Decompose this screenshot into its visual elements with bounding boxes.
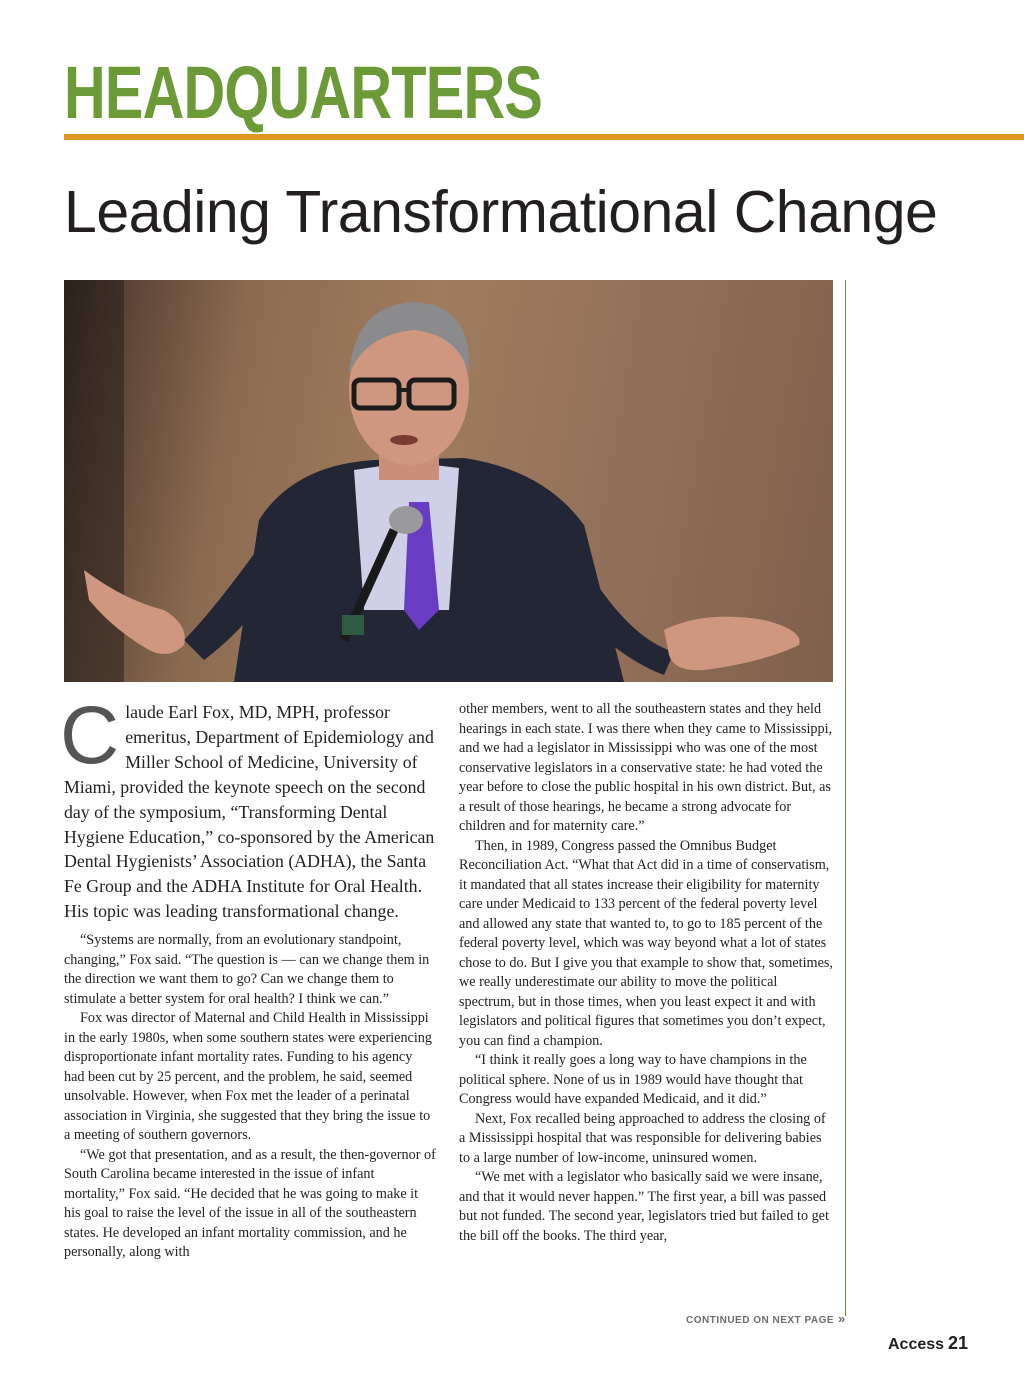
speaker-illustration [64, 280, 833, 682]
left-body [64, 931, 436, 1263]
magazine-name: Access [888, 1336, 945, 1353]
paragraph: Fox was director of Maternal and Child Health in Mississippi in the early 1980s, when some southern states were experiencing disproportionate infant mortality rates. Funding to his agency had been cut by 25 percent, and the problem, he said, seemed unsolvable. However, when Fox met the leader of a perinatal association in Virginia, she suggested that they bring the issue to a meeting of southern governors. [64, 1010, 432, 1144]
left-column [60, 690, 436, 1263]
right-body [459, 700, 835, 1246]
continued-link[interactable] [686, 1311, 846, 1326]
page-number: 21 [948, 1333, 969, 1353]
continued-label: CONTINUED ON NEXT PAGE [686, 1315, 835, 1326]
paragraph: Next, Fox recalled being approached to address the closing of a Mississippi hospital that was responsible for delivering babies to a large number of low-income, uninsured women. [459, 1110, 826, 1166]
lead-text: laude Earl Fox, MD, MPH, professor emeritus, Department of Epidemiology and Miller School of Medicine, University of Miami, provided the keynote speech on the second day of the symposium, “Transforming Dental Hygiene Education,” co-sponsored by the American Dental Hygienists’ Association (ADHA), the Santa Fe Group and the ADHA Institute for Oral Health. His topic was leading transformational change. [64, 702, 435, 922]
paragraph: Then, in 1989, Congress passed the Omnibus Budget Reconciliation Act. “What that Act did in a time of conservatism, it mandated that all states increase their eligibility for maternity care under Medicaid to 133 percent of the federal poverty level and allowed any state that wanted to, to go to 185 percent of the federal poverty level, which was way beyond what a lot of states chose to do. But I give you that example to show that, sometimes, we really underestimate our ability to move the political spectrum, but in those times, when you least expect it and with legislators and political figures that sometimes you don’t expect, you can find a champion. [459, 837, 833, 1049]
article-headline: Leading Transformational Change [64, 179, 938, 245]
paragraph: “Systems are normally, from an evolutionary standpoint, changing,” Fox said. “The question is — can we change them in the direction we want them to go? Can we change them to stimulate a better system for oral health? I think we can.” [64, 932, 430, 1007]
paragraph: “We met with a legislator who basically said we were insane, and that it would never happen.” The first year, a bill was passed but not funded. The second year, legislators tried but failed to get the bill off the books. The third year, [459, 1169, 829, 1244]
article-photo [64, 280, 833, 682]
double-chevron-right-icon: » [838, 1311, 846, 1326]
paragraph: other members, went to all the southeastern states and they held hearings in each state. I was there when they came to Mississippi, and we had a legislator in Mississippi who was one of the most conservative legislators in a conservative state: he had voted the year before to close the public hospital in his own district. But, as a result of those hearings, he became a strong advocate for children and for maternity care.” [459, 701, 833, 834]
page-folio [888, 1333, 968, 1354]
paragraph: “We got that presentation, and as a result, the then-governor of South Carolina became interested in the issue of infant mortality,” Fox said. “He decided that he was going to make it his goal to raise the level of the issue in all of the southeastern states. He developed an infant mortality commission, and he personally, along with [64, 1146, 436, 1261]
section-rule [64, 134, 1024, 140]
paragraph: “I think it really goes a long way to have champions in the political sphere. None of us in 1989 would have thought that Congress would have expanded Medicaid, and it did.” [459, 1052, 807, 1107]
right-column [459, 700, 835, 1246]
section-title: HEADQUARTERS [64, 51, 543, 134]
lead-paragraph [60, 690, 436, 924]
column-rule [845, 280, 846, 1316]
drop-cap: C [60, 690, 120, 781]
